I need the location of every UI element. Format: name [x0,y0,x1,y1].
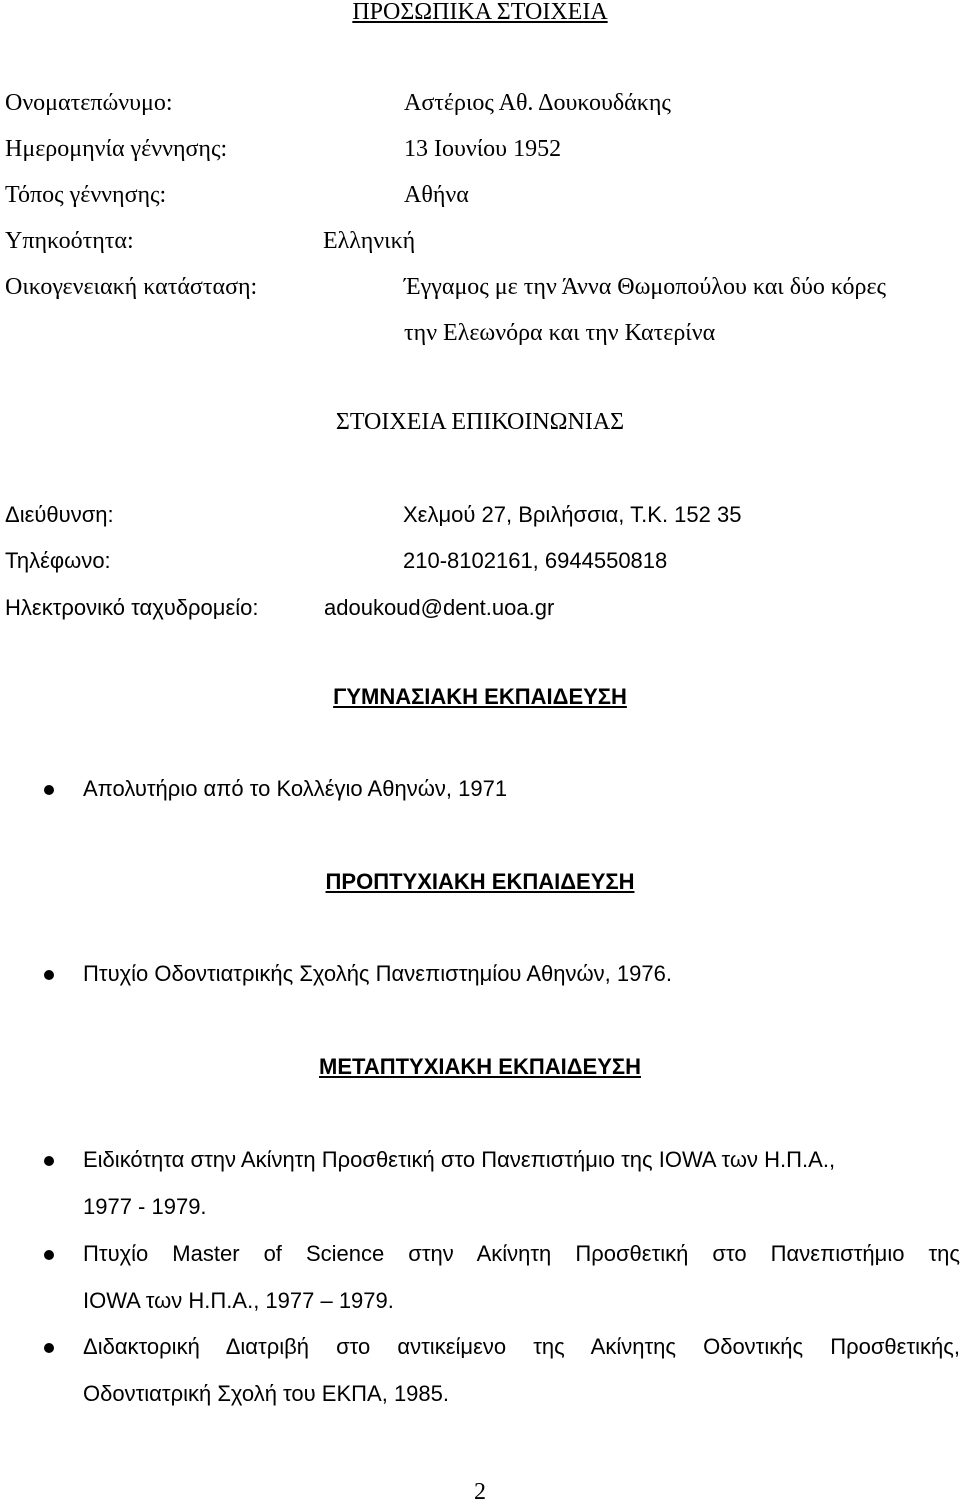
postgraduate-item1-line2: 1977 - 1979. [83,1194,207,1219]
postgraduate-item3-line1: Διδακτορική Διατριβή στο αντικείμενο της Ακίνητης Οδοντικής Προσθετικής, [83,1334,960,1359]
contact-heading: ΣΤΟΙΧΕΙΑ ΕΠΙΚΟΙΝΩΝΙΑΣ [335,409,625,435]
postgraduate-item3-line2: Οδοντιατρική Σχολή του ΕΚΠΑ, 1985. [83,1381,449,1406]
postgraduate-item1-line1: Ειδικότητα στην Ακίνητη Προσθετική στο Πανεπιστήμιο της IOWA των Η.Π.Α., [83,1147,836,1172]
email-value: adoukoud@dent.uoa.gr [324,595,555,620]
bullet-icon [44,1156,54,1166]
bullet-icon [44,1250,54,1260]
bullet-icon [44,785,54,795]
nationality-label: Υπηκοότητα: [5,228,134,254]
postgraduate-item2-line2: IOWA των Η.Π.Α., 1977 – 1979. [83,1288,394,1313]
bullet-icon [44,1343,54,1353]
phone-label: Τηλέφωνο: [5,548,111,573]
postgraduate-item2-line1: Πτυχίο Master of Science στην Ακίνητη Προσθετική στο Πανεπιστήμιο της [83,1241,960,1266]
phone-value: 210-8102161, 6944550818 [403,548,668,573]
marital-label: Οικογενειακή κατάσταση: [5,274,258,300]
postgraduate-heading-text: ΜΕΤΑΠΤΥΧΙΑΚΗ ΕΚΠΑΙΔΕΥΣΗ [319,1054,641,1079]
secondary-item: Απολυτήριο από το Κολλέγιο Αθηνών, 1971 [83,776,508,801]
bullet-icon [44,970,54,980]
name-label: Ονοματεπώνυμο: [5,90,173,116]
page-number: 2 [474,1479,486,1505]
postgraduate-heading [0,1056,960,1078]
name-value: Αστέριος Αθ. Δουκουδάκης [404,90,671,116]
dob-label: Ημερομηνία γέννησης: [5,136,228,162]
address-label: Διεύθυνση: [5,502,114,527]
secondary-heading [0,686,960,708]
address-value: Χελμού 27, Βριλήσσια, Τ.Κ. 152 35 [403,502,742,527]
marital-value-line2: την Ελεωνόρα και την Κατερίνα [404,320,716,346]
pob-value: Αθήνα [404,182,469,208]
personal-heading [0,0,960,24]
personal-heading-text: ΠΡΟΣΩΠΙΚΑ ΣΤΟΙΧΕΙΑ [352,0,608,25]
undergraduate-heading [0,871,960,893]
email-label: Ηλεκτρονικό ταχυδρομείο: [5,595,259,620]
dob-value: 13 Ιουνίου 1952 [404,136,562,162]
undergraduate-heading-text: ΠΡΟΠΤΥΧΙΑΚΗ ΕΚΠΑΙΔΕΥΣΗ [325,869,635,894]
undergraduate-item: Πτυχίο Οδοντιατρικής Σχολής Πανεπιστημίου Αθηνών, 1976. [83,961,672,986]
marital-value-line1: Έγγαμος με την Άννα Θωμοπούλου και δύο κόρες [404,274,887,300]
pob-label: Τόπος γέννησης: [5,182,167,208]
secondary-heading-text: ΓΥΜΝΑΣΙΑΚΗ ΕΚΠΑΙΔΕΥΣΗ [333,684,627,709]
nationality-value: Ελληνική [323,228,416,254]
